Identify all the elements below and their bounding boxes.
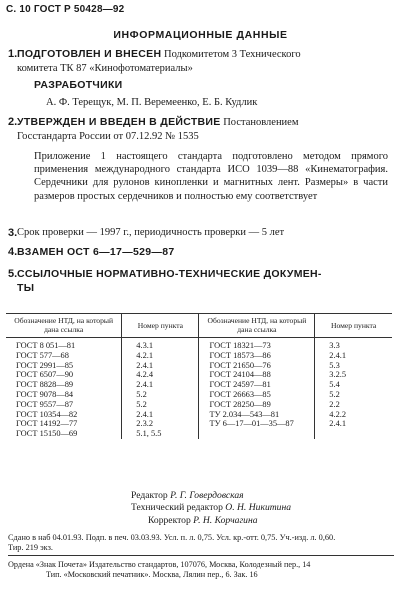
page-title: ИНФОРМАЦИОННЫЕ ДАННЫЕ (113, 29, 288, 41)
footer-line: Тип. «Московский печатник». Москва, Лялин пер., 6. Зак. 16 (46, 570, 258, 580)
clause-cell: 4.2.1 (122, 351, 199, 361)
proofreader-line (131, 515, 291, 527)
clause-cell: 2.4.1 (122, 361, 199, 371)
clause-cell: 2.4.1 (329, 350, 347, 360)
column-header-document: Обозначение НТД, на который дана ссылка (199, 314, 315, 338)
section-text: Постановлением (220, 117, 299, 128)
doc-cell: ТУ 2.034—543—81 (199, 410, 315, 420)
section-text: Срок проверки — 1997 г., периодичность проверки — 5 лет (17, 227, 285, 238)
clause-cell: 3.2.5 (329, 370, 347, 380)
section-text: Подкомитетом 3 Технического (161, 49, 301, 60)
table-row (6, 400, 392, 410)
section-heading: ВЗАМЕН ОСТ 6—17—529—87 (17, 246, 175, 258)
clause-cell: 5.2 (122, 390, 199, 400)
clause-cell: 5.2 (122, 400, 199, 410)
section-heading: ССЫЛОЧНЫЕ НОРМАТИВНО-ТЕХНИЧЕСКИЕ ДОКУМЕН- (17, 268, 322, 280)
table-row (6, 410, 392, 420)
clause-cell: 4.2.4 (122, 370, 199, 380)
doc-cell: ГОСТ 577—68 (6, 351, 122, 361)
doc-cell: ГОСТ 10354—82 (6, 410, 122, 420)
section-5 (8, 267, 389, 295)
editor-name: Р. Г. Говердовская (170, 490, 244, 501)
doc-cell: ГОСТ 6507—90 (6, 370, 122, 380)
doc-cell: ГОСТ 26663—85 (199, 390, 315, 400)
doc-cell: ГОСТ 24597—81 (199, 380, 315, 390)
section-1 (8, 47, 389, 76)
editors-block (131, 490, 291, 527)
clause-cell: 4.3.1 (122, 338, 199, 351)
clause-cell: 5.3 (329, 360, 340, 370)
editor-role: Технический редактор (131, 502, 223, 514)
doc-cell: ГОСТ 14192—77 (6, 419, 122, 429)
section-number: 5. (8, 268, 18, 280)
section-2 (8, 115, 389, 144)
table-row (6, 361, 392, 371)
section-heading: ПОДГОТОВЛЕН И ВНЕСЕН (17, 48, 162, 60)
doc-cell: ТУ 6—17—01—35—87 (199, 419, 315, 429)
footer-line: Ордена «Знак Почета» Издательство стандартов, 107076, Москва, Колодезный пер., 14 (8, 560, 311, 569)
imprint (8, 533, 394, 554)
table-row (6, 370, 392, 380)
section-heading: УТВЕРЖДЕН И ВВЕДЕН В ДЕЙСТВИЕ (17, 116, 221, 128)
clause-cell: 2.3.2 (122, 419, 199, 429)
section-number: 3. (8, 227, 18, 239)
running-header: С. 10 ГОСТ Р 50428—92 (6, 4, 125, 15)
table-row (6, 390, 392, 400)
doc-cell (199, 429, 315, 439)
footer-divider (8, 555, 394, 556)
editor-line (131, 490, 291, 502)
table-header-row (6, 314, 392, 338)
doc-cell: ГОСТ 18573—86 (199, 351, 315, 361)
clause-cell: 2.4.1 (329, 419, 347, 429)
doc-cell: ГОСТ 8 051—81 (6, 338, 122, 351)
section-number: 4. (8, 246, 18, 258)
doc-cell: ГОСТ 9078—84 (6, 390, 122, 400)
clause-cell: 2.4.1 (122, 410, 199, 420)
table-row (6, 338, 392, 351)
doc-cell: ГОСТ 8828—89 (6, 380, 122, 390)
column-header-clause: Номер пункта (122, 314, 199, 338)
doc-cell: ГОСТ 24104—88 (199, 370, 315, 380)
section-3 (8, 226, 389, 240)
section-number: 2. (8, 116, 18, 128)
clause-cell: 2.2 (329, 399, 340, 409)
clause-cell: 5.4 (329, 380, 340, 390)
doc-cell: ГОСТ 2991—85 (6, 361, 122, 371)
tech-editor-line (131, 502, 291, 514)
imprint-line: Сдано в наб 04.01.93. Подп. в печ. 03.03.93. Усл. п. л. 0,75. Усл. кр.-отт. 0,75. Уч.-изд. л. 0,60. (8, 533, 336, 542)
editor-role: Редактор (131, 490, 168, 501)
editor-name: Р. Н. Корчагина (193, 514, 258, 526)
table-row (6, 419, 392, 429)
column-header-clause: Номер пункта (315, 314, 392, 338)
clause-cell (315, 429, 392, 439)
imprint-line: Тир. 219 экз. (8, 543, 53, 553)
clause-cell: 5.1, 5.5 (122, 429, 199, 439)
publisher-footer (8, 560, 394, 580)
section-number: 1. (8, 48, 18, 60)
doc-cell: ГОСТ 15150—69 (6, 429, 122, 439)
doc-cell: ГОСТ 28250—89 (199, 400, 315, 410)
developers-names: А. Ф. Терещук, М. П. Веремеенко, Е. Б. Кудлик (46, 97, 258, 108)
doc-cell: ГОСТ 9557—87 (6, 400, 122, 410)
clause-cell: 2.4.1 (122, 380, 199, 390)
doc-cell: ГОСТ 18321—73 (199, 338, 315, 351)
references-table (6, 313, 392, 439)
table-row (6, 380, 392, 390)
editor-name: О. Н. Никитина (225, 502, 292, 514)
section-4 (8, 245, 389, 259)
section-heading-line2: ТЫ (17, 282, 35, 294)
clause-cell: 4.2.2 (329, 409, 347, 419)
developers-heading: РАЗРАБОТЧИКИ (34, 79, 123, 91)
table-row (6, 351, 392, 361)
table-row (6, 429, 392, 439)
clause-cell: 3.3 (329, 341, 340, 350)
doc-cell: ГОСТ 21650—76 (199, 361, 315, 371)
editor-role: Корректор (148, 514, 191, 526)
section-text-line2: Госстандарта России от 07.12.92 № 1535 (17, 131, 199, 142)
section-text-line2: комитета ТК 87 «Кинофотоматериалы» (17, 63, 193, 74)
column-header-document: Обозначение НТД, на который дана ссылка (6, 314, 122, 338)
annex-note-paragraph: Приложение 1 настоящего стандарта подготовлено методом прямого применения международного стандарта ИСО 1039—88 «Кинематография. Сердечники для рулонов кинопленки и магнитных лент. Размеры» в части размеров простых сердечников и полностью ему соответствует (34, 151, 388, 202)
clause-cell: 5.2 (329, 389, 340, 399)
